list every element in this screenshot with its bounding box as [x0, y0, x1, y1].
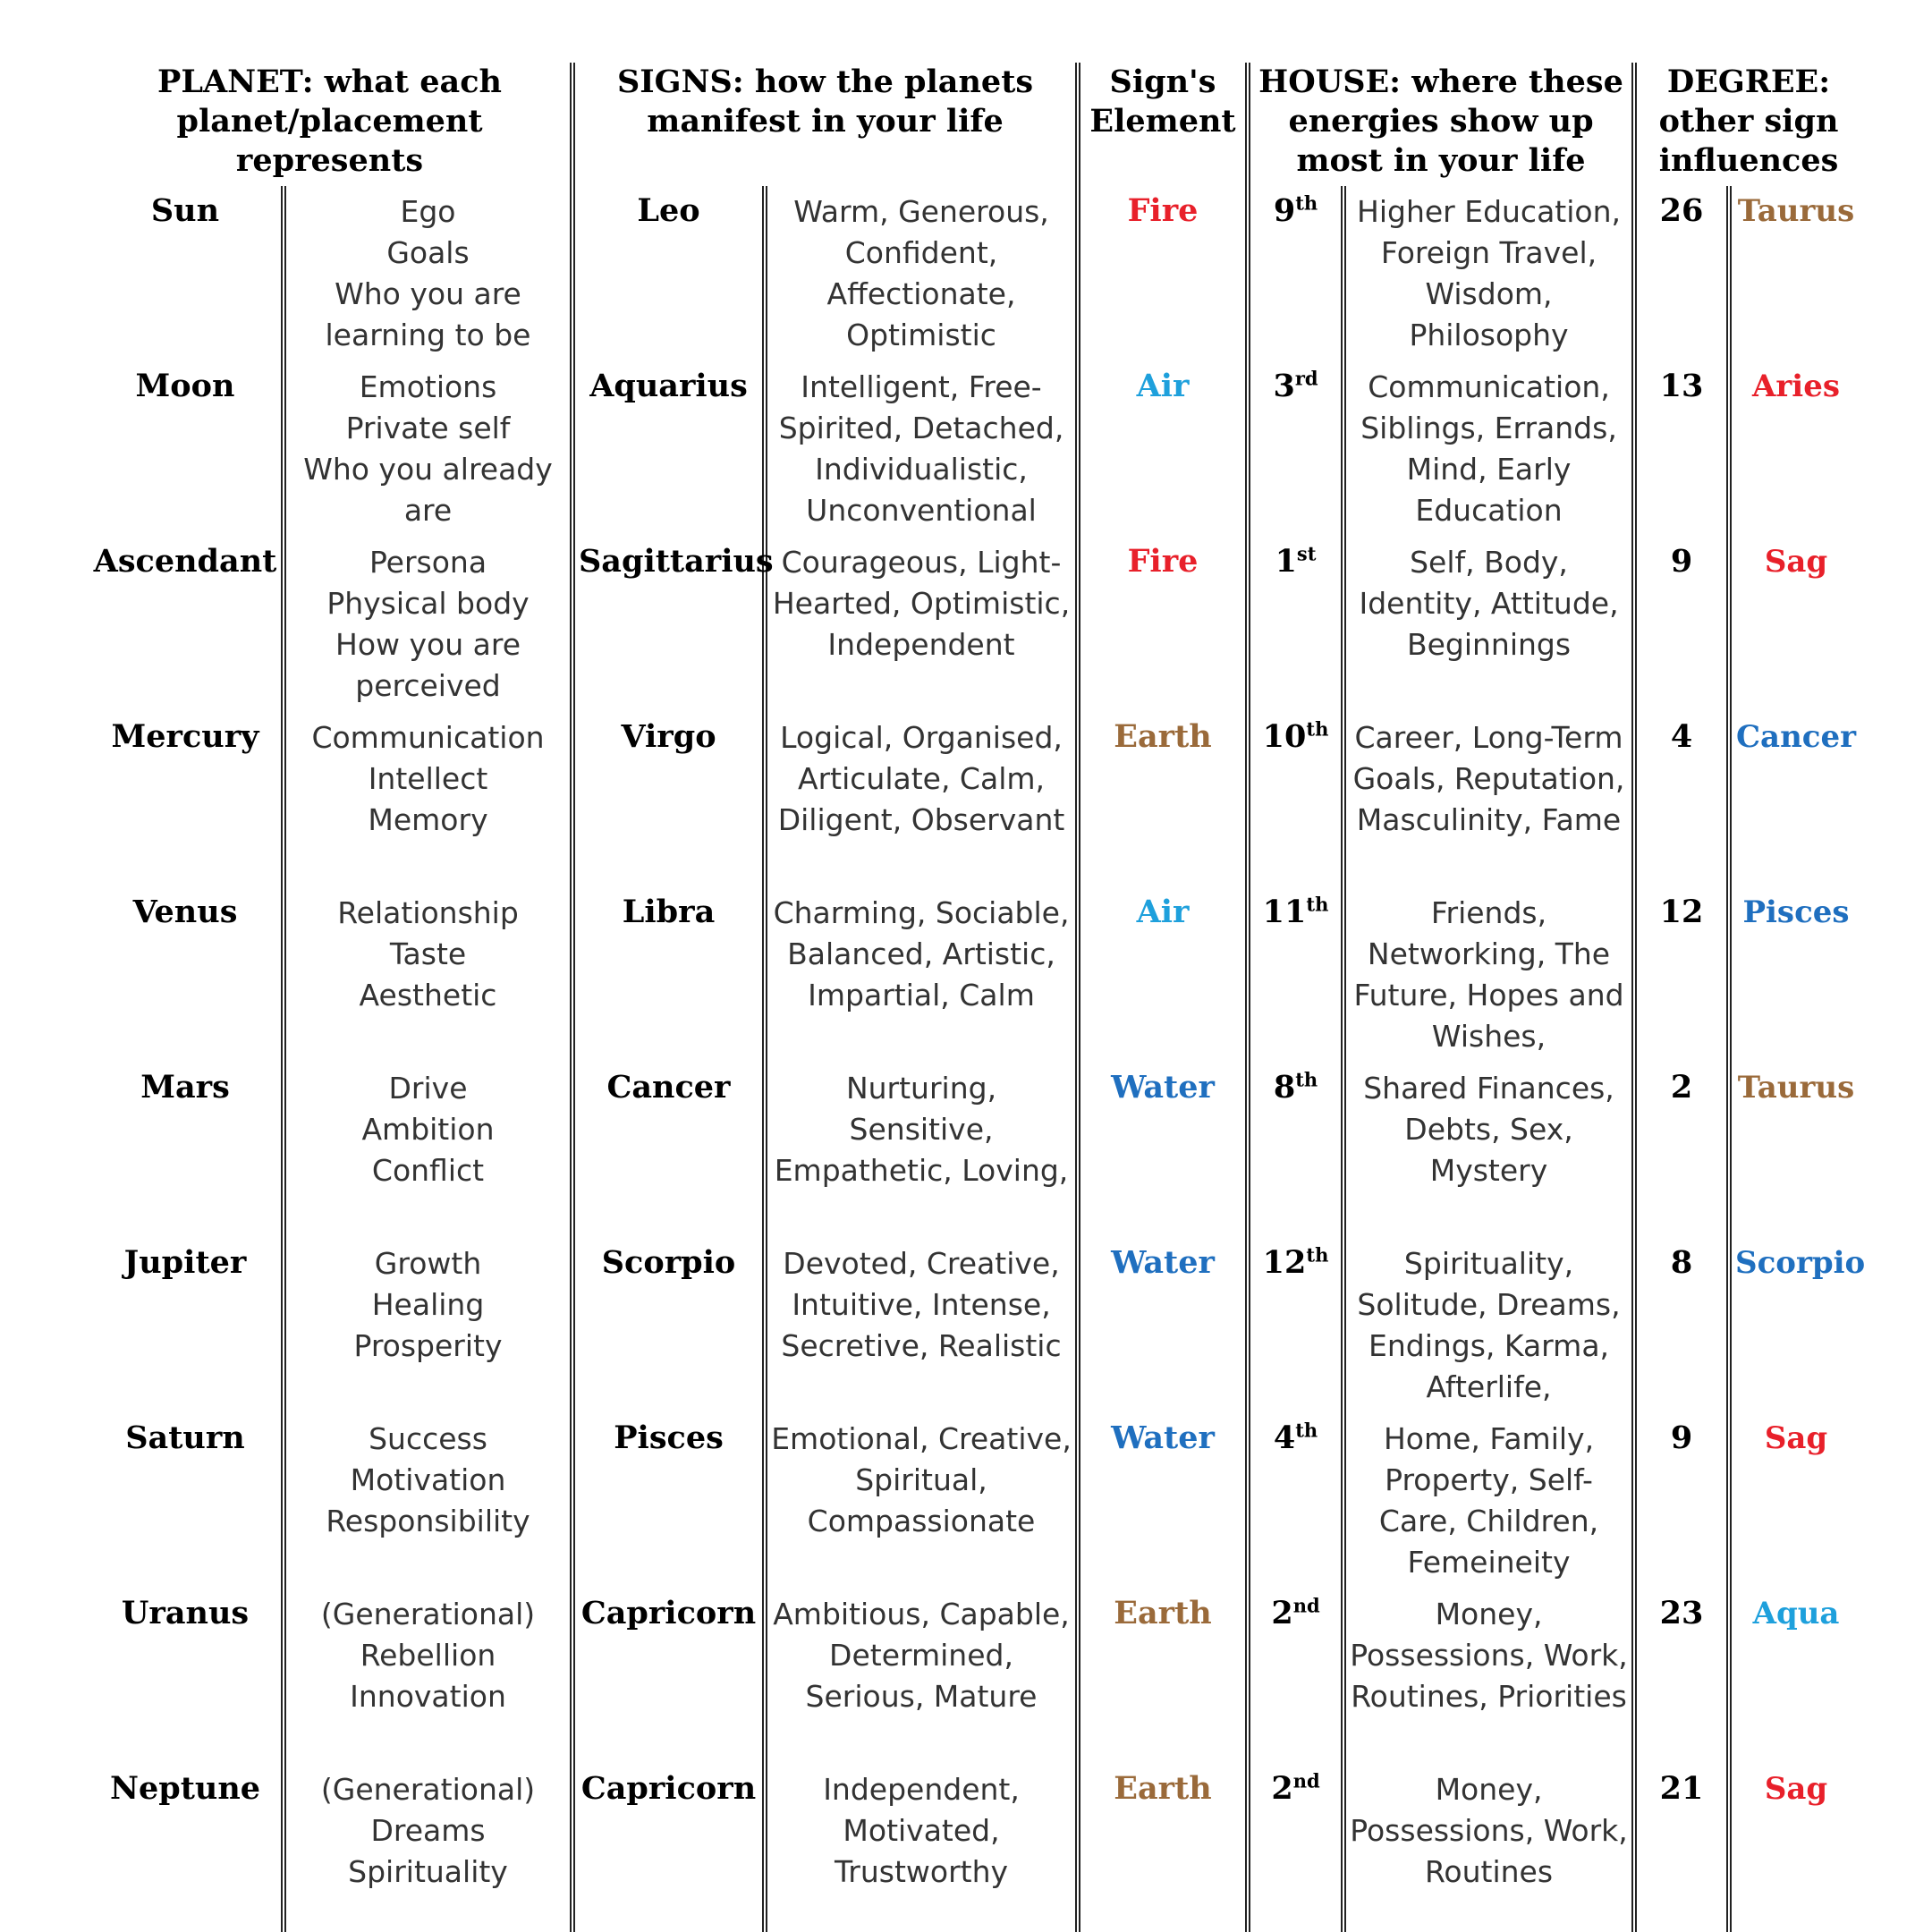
degree-sign-text: Taurus	[1737, 1070, 1855, 1106]
house-description	[1343, 1238, 1634, 1413]
planet-name	[89, 1764, 284, 1932]
degree-sign-text: Aqua	[1752, 1596, 1840, 1631]
sign-description	[765, 1764, 1078, 1932]
degree-value	[1634, 887, 1729, 1063]
table-row	[89, 887, 1860, 1063]
planet-description-text: Communication Intellect Memory	[311, 720, 545, 837]
sign-description-text: Logical, Organised, Articulate, Calm, Diligent, Observant	[777, 720, 1065, 837]
house-description	[1343, 887, 1634, 1063]
sign-element	[1078, 1589, 1248, 1764]
house-ordinal-suffix: th	[1295, 191, 1318, 215]
sign-description-text: Courageous, Light-Hearted, Optimistic, Independent	[772, 545, 1071, 662]
planet-name-text: Uranus	[121, 1595, 250, 1631]
sign-name	[572, 537, 774, 712]
house-number-text: 3	[1273, 368, 1295, 404]
planet-description-text: Emotions Private self Who you already are	[303, 369, 553, 528]
degree-sign-text: Taurus	[1737, 193, 1855, 229]
table-row	[89, 537, 1860, 712]
sign-name	[572, 1764, 765, 1932]
planet-name-text: Saturn	[125, 1419, 245, 1456]
house-number	[1248, 1413, 1343, 1589]
degree-sign	[1729, 1063, 1860, 1238]
degree-sign	[1729, 1589, 1860, 1764]
degree-value-text: 9	[1670, 543, 1693, 580]
degree-value	[1634, 1413, 1729, 1589]
degree-sign	[1729, 186, 1860, 361]
degree-value-text: 23	[1659, 1595, 1704, 1631]
sign-name	[572, 712, 765, 887]
sign-element	[1078, 1764, 1248, 1932]
planet-name	[89, 1413, 284, 1589]
house-description	[1343, 1413, 1634, 1589]
sign-description-text: Emotional, Creative, Spiritual, Compassionate	[771, 1421, 1072, 1538]
degree-value	[1634, 1063, 1729, 1238]
degree-sign	[1729, 537, 1860, 712]
sign-description-text: Warm, Generous, Confident, Affectionate, Optimistic	[793, 194, 1049, 352]
planet-description-text: Relationship Taste Aesthetic	[337, 895, 519, 1013]
sign-description	[765, 712, 1078, 887]
house-description-text: Money, Possessions, Work, Routines	[1350, 1772, 1628, 1889]
house-number	[1248, 712, 1343, 887]
planet-description	[284, 1413, 572, 1589]
sign-description-text: Independent, Motivated, Trustworthy	[823, 1772, 1020, 1889]
planet-name-text: Mercury	[111, 718, 259, 755]
planet-name-text: Jupiter	[123, 1244, 247, 1281]
header-row	[89, 63, 1860, 186]
planet-name	[89, 1063, 284, 1238]
sign-element	[1078, 1238, 1248, 1413]
sign-element	[1078, 537, 1248, 712]
sign-description	[765, 186, 1078, 361]
sign-description-text: Ambitious, Capable, Determined, Serious, Mature	[773, 1597, 1070, 1714]
house-description-text: Higher Education, Foreign Travel, Wisdom, Philosophy	[1357, 194, 1622, 352]
sign-element-text: Fire	[1127, 192, 1199, 229]
sign-element-text: Water	[1111, 1419, 1215, 1456]
house-description-text: Home, Family, Property, Self-Care, Children, Femeineity	[1378, 1421, 1599, 1580]
sign-name	[572, 1238, 765, 1413]
house-number-text: 12	[1262, 1244, 1307, 1281]
house-number	[1248, 1764, 1343, 1932]
planet-description	[284, 1764, 572, 1932]
house-description	[1343, 712, 1634, 887]
degree-value-text: 13	[1659, 368, 1704, 404]
sign-name-text: Capricorn	[580, 1595, 757, 1631]
degree-value	[1634, 1589, 1729, 1764]
sign-description	[765, 537, 1078, 712]
sign-name-text: Sagittarius	[579, 543, 774, 580]
house-description-text: Spirituality, Solitude, Dreams, Endings, Karma, Afterlife,	[1357, 1246, 1621, 1404]
house-description	[1343, 186, 1634, 361]
planet-name	[89, 712, 284, 887]
degree-value	[1634, 1238, 1729, 1413]
house-description-text: Career, Long-Term Goals, Reputation, Masculinity, Fame	[1352, 720, 1625, 837]
sign-element	[1078, 712, 1248, 887]
sign-name-text: Virgo	[621, 718, 716, 755]
sign-name	[572, 361, 765, 537]
sign-description	[765, 1413, 1078, 1589]
sign-name	[572, 1413, 765, 1589]
degree-sign-text: Aries	[1752, 369, 1840, 404]
planet-name	[89, 887, 284, 1063]
planet-description-text: (Generational) Rebellion Innovation	[320, 1597, 536, 1714]
planet-name	[89, 1238, 284, 1413]
degree-sign-text: Sag	[1764, 1420, 1828, 1456]
table-row	[89, 1238, 1860, 1413]
degree-sign-text: Sag	[1764, 544, 1828, 580]
sign-description-text: Intelligent, Free-Spirited, Detached, Individualistic, Unconventional	[778, 369, 1064, 528]
degree-sign	[1729, 1764, 1860, 1932]
house-ordinal-suffix: nd	[1292, 1594, 1320, 1617]
house-number-text: 9	[1273, 192, 1296, 229]
sign-element	[1078, 186, 1248, 361]
house-number	[1248, 361, 1343, 537]
sign-element-text: Earth	[1114, 1770, 1212, 1807]
sign-name-text: Pisces	[614, 1419, 724, 1456]
sign-element-text: Water	[1111, 1244, 1215, 1281]
degree-value	[1634, 712, 1729, 887]
planet-name	[89, 186, 284, 361]
planet-name-text: Sun	[150, 192, 220, 229]
house-description	[1343, 1063, 1634, 1238]
degree-value-text: 2	[1670, 1069, 1693, 1106]
sign-description	[765, 1238, 1078, 1413]
house-description-text: Self, Body, Identity, Attitude, Beginnings	[1359, 545, 1619, 662]
planet-description	[284, 537, 572, 712]
planet-description-text: Ego Goals Who you are learning to be	[325, 194, 531, 352]
house-description-text: Shared Finances, Debts, Sex, Mystery	[1363, 1071, 1614, 1188]
planet-description	[284, 361, 572, 537]
sign-element-text: Earth	[1114, 1595, 1212, 1631]
table-row	[89, 1063, 1860, 1238]
planet-name-text: Mars	[140, 1069, 230, 1106]
sign-element	[1078, 1413, 1248, 1589]
degree-sign	[1729, 887, 1860, 1063]
planet-header: PLANET: what each planet/placement represents	[89, 63, 572, 186]
degree-sign-text: Scorpio	[1735, 1245, 1866, 1281]
house-header: HOUSE: where these energies show up most in your life	[1248, 63, 1634, 186]
table-row	[89, 1764, 1860, 1932]
planet-description-text: Success Motivation Responsibility	[326, 1421, 530, 1538]
degree-sign-text: Pisces	[1742, 894, 1850, 930]
sign-element	[1078, 1063, 1248, 1238]
sign-description	[765, 361, 1078, 537]
house-number	[1248, 537, 1343, 712]
house-ordinal-suffix: th	[1306, 1243, 1329, 1267]
sign-element-text: Air	[1136, 368, 1190, 404]
house-number-text: 10	[1262, 718, 1307, 755]
planet-name	[89, 1589, 284, 1764]
planet-name	[89, 361, 284, 537]
sign-name-text: Cancer	[606, 1069, 731, 1106]
degree-value	[1634, 186, 1729, 361]
planet-description-text: Drive Ambition Conflict	[361, 1071, 495, 1188]
degree-sign	[1729, 1238, 1866, 1413]
sign-name-text: Libra	[622, 894, 716, 930]
house-description-text: Money, Possessions, Work, Routines, Priorities	[1350, 1597, 1628, 1714]
sign-description-text: Nurturing, Sensitive, Empathetic, Loving,	[774, 1071, 1069, 1188]
house-description	[1343, 537, 1634, 712]
planet-description	[284, 186, 572, 361]
sign-description	[765, 887, 1078, 1063]
natal-chart-table	[89, 63, 1866, 1932]
house-number-text: 8	[1273, 1069, 1296, 1106]
sign-description-text: Devoted, Creative, Intuitive, Intense, Secretive, Realistic	[781, 1246, 1062, 1363]
house-number-text: 2	[1271, 1770, 1293, 1807]
house-description	[1343, 1589, 1634, 1764]
degree-value	[1634, 1764, 1729, 1932]
degree-header: DEGREE: other sign influences	[1658, 64, 1839, 179]
degree-value-text: 26	[1659, 192, 1704, 229]
house-ordinal-suffix: th	[1306, 893, 1329, 916]
degree-value	[1634, 361, 1729, 537]
house-number-text: 11	[1262, 894, 1307, 930]
sign-name-text: Leo	[637, 192, 700, 229]
house-ordinal-suffix: nd	[1292, 1769, 1320, 1792]
house-number	[1248, 1589, 1343, 1764]
house-description-text: Friends, Networking, The Future, Hopes and Wishes,	[1353, 895, 1624, 1054]
sign-description	[765, 1063, 1078, 1238]
planet-name-text: Ascendant	[93, 543, 277, 580]
sign-name	[572, 887, 765, 1063]
house-ordinal-suffix: th	[1295, 1419, 1318, 1442]
degree-sign	[1729, 361, 1860, 537]
sign-name	[572, 1063, 765, 1238]
sign-element-text: Earth	[1114, 718, 1212, 755]
house-description-text: Communication, Siblings, Errands, Mind, Early Education	[1360, 369, 1617, 528]
house-ordinal-suffix: st	[1296, 542, 1317, 565]
house-number	[1248, 186, 1343, 361]
degree-sign	[1729, 1413, 1860, 1589]
table-row	[89, 186, 1860, 361]
house-description	[1343, 1764, 1634, 1932]
planet-description-text: Persona Physical body How you are perceived	[326, 545, 530, 703]
planet-description	[284, 887, 572, 1063]
degree-value-text: 12	[1659, 894, 1704, 930]
planet-description	[284, 1589, 572, 1764]
sign-description-text: Charming, Sociable, Balanced, Artistic, Impartial, Calm	[773, 895, 1070, 1013]
degree-sign-text: Cancer	[1735, 719, 1857, 755]
degree-sign-text: Sag	[1764, 1771, 1828, 1807]
table-row	[89, 1413, 1860, 1589]
sign-name	[572, 1589, 765, 1764]
degree-value-text: 4	[1670, 718, 1693, 755]
planet-name	[89, 537, 284, 712]
planet-description	[284, 1238, 572, 1413]
sign-name-text: Aquarius	[589, 368, 748, 404]
planet-name-text: Neptune	[109, 1770, 261, 1807]
sign-name-text: Capricorn	[580, 1770, 757, 1807]
sign-name	[572, 186, 765, 361]
degree-value	[1634, 537, 1729, 712]
house-ordinal-suffix: rd	[1294, 367, 1318, 390]
house-number	[1248, 1063, 1343, 1238]
sign-element-text: Water	[1111, 1069, 1215, 1106]
degree-sign	[1729, 712, 1860, 887]
sign-element-text: Fire	[1127, 543, 1199, 580]
sign-element	[1078, 361, 1248, 537]
table-row	[89, 361, 1860, 537]
degree-value-text: 9	[1670, 1419, 1693, 1456]
element-header: Sign's Element	[1078, 63, 1248, 186]
planet-description	[284, 712, 572, 887]
house-number-text: 4	[1273, 1419, 1296, 1456]
table-row	[89, 1589, 1860, 1764]
house-ordinal-suffix: th	[1306, 717, 1329, 741]
house-number-text: 2	[1271, 1595, 1293, 1631]
planet-description-text: (Generational) Dreams Spirituality	[320, 1772, 536, 1889]
table-row	[89, 712, 1860, 887]
planet-name-text: Venus	[132, 894, 238, 930]
sign-element	[1078, 887, 1248, 1063]
sign-description	[765, 1589, 1078, 1764]
planet-name-text: Moon	[135, 368, 235, 404]
sign-name-text: Scorpio	[601, 1244, 736, 1281]
house-number-text: 1	[1275, 543, 1297, 580]
signs-header: SIGNS: how the planets manifest in your life	[572, 63, 1078, 186]
planet-description-text: Growth Healing Prosperity	[353, 1246, 503, 1363]
house-description	[1343, 361, 1634, 537]
degree-value-text: 21	[1659, 1770, 1704, 1807]
house-ordinal-suffix: th	[1295, 1068, 1318, 1091]
degree-value-text: 8	[1670, 1244, 1693, 1281]
planet-description	[284, 1063, 572, 1238]
house-number	[1248, 1238, 1343, 1413]
house-number	[1248, 887, 1343, 1063]
sign-element-text: Air	[1136, 894, 1190, 930]
